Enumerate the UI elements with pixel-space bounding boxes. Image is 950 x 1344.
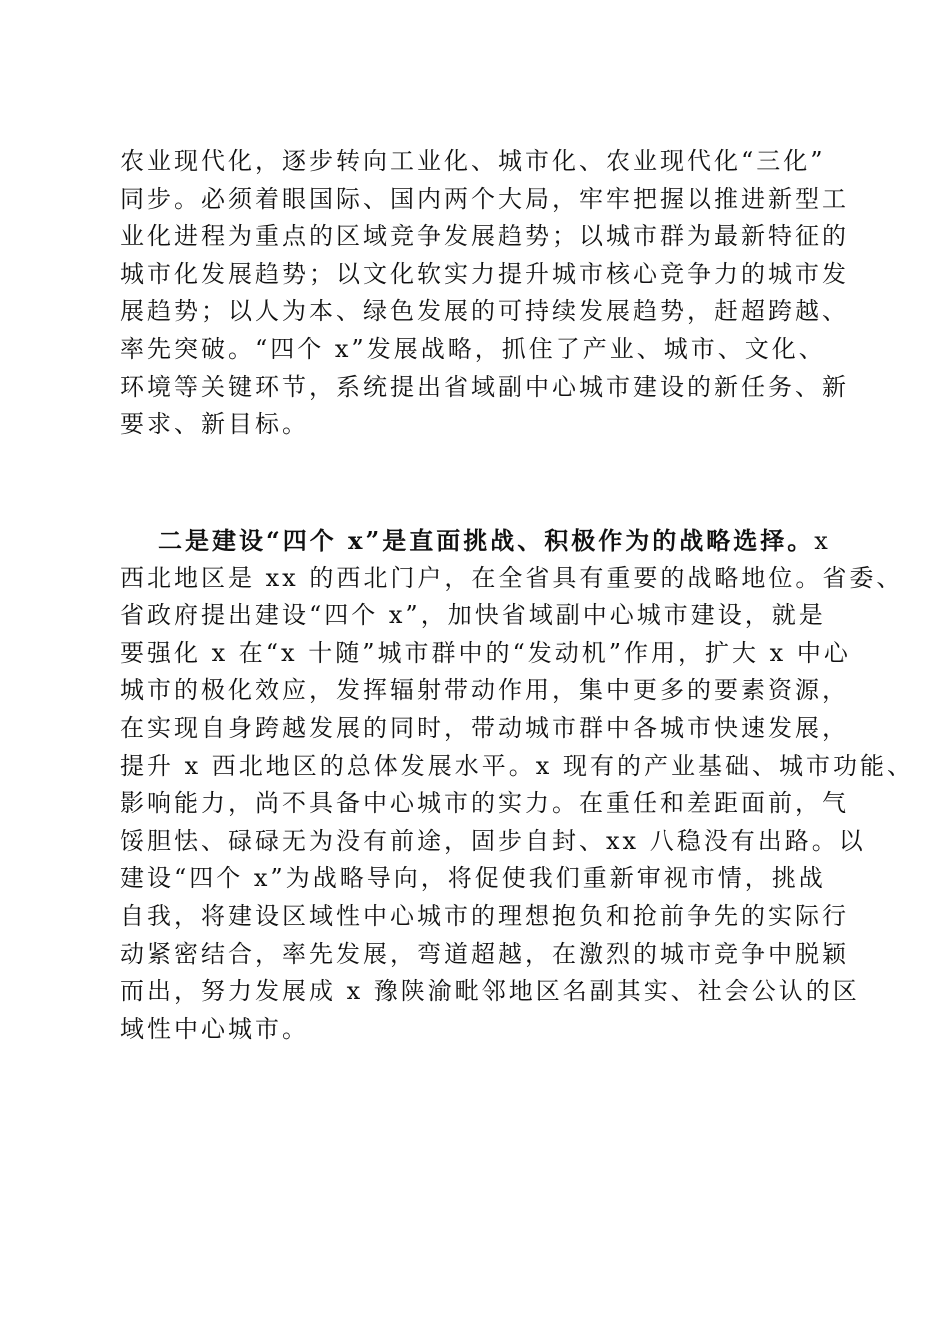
text-line: 域性中心城市。 <box>120 1014 309 1043</box>
paragraph-2-first-line-rest: x <box>814 527 831 555</box>
paragraph-1 <box>120 143 849 444</box>
text-line: 西北地区是 xx 的西北门户，在全省具有重要的战略地位。省委、 <box>120 563 904 592</box>
text-line: 要强化 x 在“x 十随”城市群中的“发动机”作用，扩大 x 中心 <box>120 638 851 667</box>
text-line: 在实现自身跨越发展的同时，带动城市群中各城市快速发展， <box>120 713 849 742</box>
text-line: 动紧密结合，率先发展，弯道超越，在激烈的城市竞争中脱颖 <box>120 939 849 968</box>
text-line: 业化进程为重点的区域竞争发展趋势；以城市群为最新特征的 <box>120 222 849 251</box>
text-line: 环境等关键环节，系统提出省域副中心城市建设的新任务、新 <box>120 372 849 401</box>
text-line: 同步。必须着眼国际、国内两个大局，牢牢把握以推进新型工 <box>120 184 849 213</box>
text-line: 城市的极化效应，发挥辐射带动作用，集中更多的要素资源， <box>120 676 849 705</box>
text-line: 展趋势；以人为本、绿色发展的可持续发展趋势，赶超跨越、 <box>120 297 849 326</box>
text-line: 馁胆怯、碌碌无为没有前途，固步自封、xx 八稳没有出路。以 <box>120 826 866 855</box>
text-line: 自我，将建设区域性中心城市的理想抱负和抢前争先的实际行 <box>120 901 849 930</box>
text-line: 省政府提出建设“四个 x”，加快省域副中心城市建设，就是 <box>120 601 826 630</box>
paragraph-2-first-line <box>120 522 840 560</box>
text-line: 提升 x 西北地区的总体发展水平。x 现有的产业基础、城市功能、 <box>120 751 914 780</box>
text-line: 要求、新目标。 <box>120 410 309 439</box>
text-line: 建设“四个 x”为战略导向，将促使我们重新审视市情，挑战 <box>120 864 826 893</box>
text-line: 影响能力，尚不具备中心城市的实力。在重任和差距面前，气 <box>120 789 849 818</box>
text-line: 而出，努力发展成 x 豫陕渝毗邻地区名副其实、社会公认的区 <box>120 977 860 1006</box>
paragraph-2 <box>120 522 914 1048</box>
text-line: 农业现代化，逐步转向工业化、城市化、农业现代化“三化” <box>120 147 826 175</box>
text-line: 城市化发展趋势；以文化软实力提升城市核心竞争力的城市发 <box>120 259 849 288</box>
paragraph-2-lead-heading: 二是建设“四个 x”是直面挑战、积极作为的战略选择。 <box>158 526 815 555</box>
text-line: 率先突破。“四个 x”发展战略，抓住了产业、城市、文化、 <box>120 334 826 363</box>
